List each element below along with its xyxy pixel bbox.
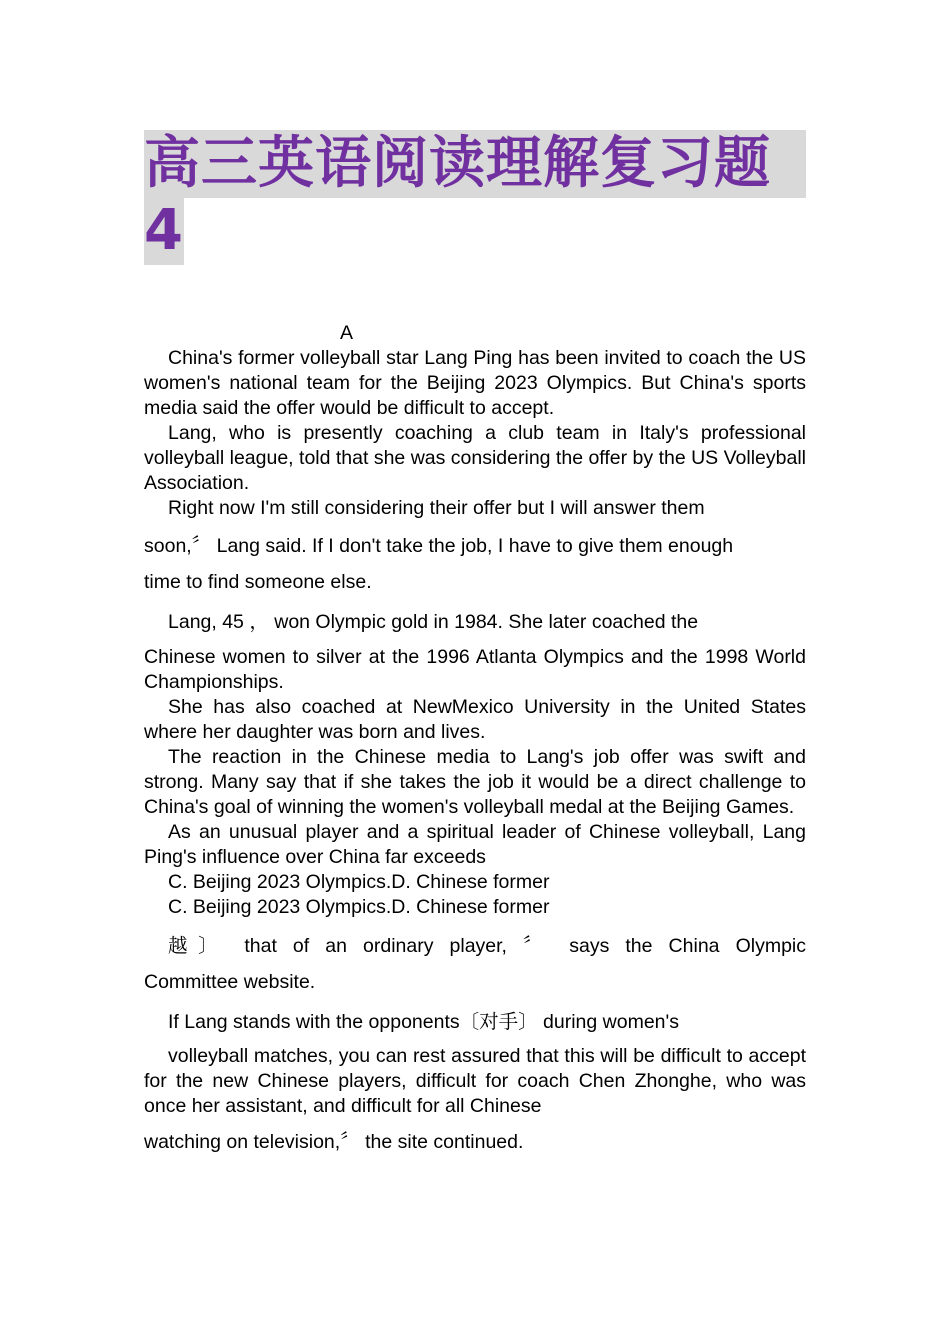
- paragraph-10-end: watching on television,〞 the site continued.: [144, 1131, 524, 1153]
- paragraph-1: China's former volleyball star Lang Ping has been invited to coach the US women's national team for the Beijing 2023 Olympics. But China's sports media said the offer would be difficult to accept.: [144, 347, 806, 419]
- paragraph-8-line-1: 越〕 that of an ordinary player, 〞 says the China Olympic: [168, 935, 806, 957]
- page-title-line-1: 高三英语阅读理解复习题: [144, 130, 806, 198]
- article-body: [144, 321, 806, 1160]
- paragraph-7: As an unusual player and a spiritual leader of Chinese volleyball, Lang Ping's influence over China far exceeds: [144, 821, 806, 868]
- option-line-1: C. Beijing 2023 Olympics.D. Chinese former: [168, 871, 550, 893]
- paragraph-10: volleyball matches, you can rest assured that this will be difficult to accept for the new Chinese players, difficult for coach Chen Zhonghe, who was once her assistant, and difficult for all Chinese: [144, 1045, 806, 1117]
- paragraph-9: If Lang stands with the opponents〔对手〕 during women's: [168, 1011, 679, 1033]
- paragraph-3-line-2: soon,〞 Lang said. If I don't take the job, I have to give them enough: [144, 535, 734, 557]
- page-title-line-2: 4: [144, 198, 184, 263]
- paragraph-4-rest: Chinese women to silver at the 1996 Atlanta Olympics and the 1998 World Championships.: [144, 646, 806, 693]
- paragraph-6: The reaction in the Chinese media to Lang's job offer was swift and strong. Many say that if she takes the job it would be a direct challenge to China's goal of winning the women's volleyball medal at the Beijing Games.: [144, 746, 806, 818]
- paragraph-3-line-3: time to find someone else.: [144, 571, 372, 593]
- paragraph-4-line-1: Lang, 45 ， won Olympic gold in 1984. She later coached the: [168, 611, 699, 633]
- paragraph-2: Lang, who is presently coaching a club team in Italy's professional volleyball league, told that she was considering the offer by the US Volleyball Association.: [144, 422, 806, 494]
- paragraph-3-line-1: Right now I'm still considering their offer but I will answer them: [168, 497, 705, 519]
- paragraph-5: She has also coached at NewMexico University in the United States where her daughter was born and lives.: [144, 696, 806, 743]
- section-label: A: [340, 322, 354, 344]
- paragraph-8-line-2: Committee website.: [144, 971, 316, 993]
- option-line-2: C. Beijing 2023 Olympics.D. Chinese former: [168, 896, 550, 918]
